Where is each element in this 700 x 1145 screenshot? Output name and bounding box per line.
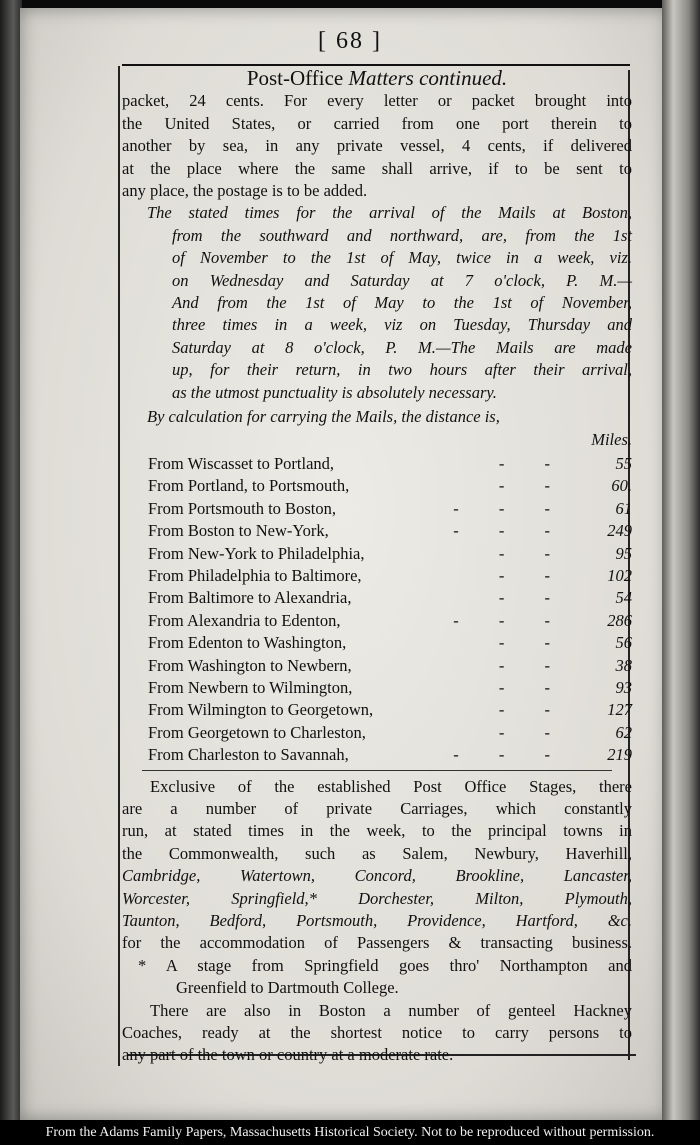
- route-name: From Wiscasset to Portland,: [148, 453, 335, 473]
- text-line: for the accommodation of Passengers & transacting business.: [122, 933, 632, 953]
- text-line: Cambridge, Watertown, Concord, Brookline, Lancaster,: [122, 866, 632, 886]
- leader-dashes: - -: [498, 588, 568, 608]
- footnote: [122, 955, 632, 1000]
- text-line: Coaches, ready at the shortest notice to carry persons to: [122, 1023, 632, 1043]
- route-miles: 38: [615, 655, 632, 675]
- text-line: at the place where the same shall arrive, if to be sent to: [122, 158, 632, 178]
- text-line: packet, 24 cents. For every letter or packet brought into: [122, 91, 632, 111]
- leader-dashes: - - -: [453, 521, 568, 541]
- route-miles: 102: [607, 565, 632, 585]
- text-line: the United States, or carried from one port therein to: [122, 113, 632, 133]
- page-number: [ 68 ]: [318, 28, 382, 54]
- route-miles: 249: [607, 521, 632, 541]
- route-name: From Wilmington to Georgetown,: [148, 700, 374, 720]
- route-miles: 95: [615, 543, 632, 563]
- distance-row: [122, 677, 632, 699]
- text-line: The stated times for the arrival of the Mails at Boston,: [147, 203, 632, 223]
- route-name: From Edenton to Washington,: [148, 633, 347, 653]
- stated-times-paragraph: [122, 202, 632, 404]
- distance-row: [122, 453, 632, 475]
- leader-dashes: - -: [498, 543, 568, 563]
- distance-row: [122, 699, 632, 721]
- route-miles: 56: [615, 633, 632, 653]
- route-miles: 127: [607, 700, 632, 720]
- book-spine-left: [0, 0, 22, 1120]
- distance-row: [122, 520, 632, 542]
- text-line: * A stage from Springfield goes thro' Northampton and: [138, 955, 632, 975]
- distance-intro: By calculation for carrying the Mails, the distance is,: [147, 407, 500, 427]
- route-miles: 60.: [611, 476, 632, 496]
- route-miles: 93: [615, 677, 632, 697]
- miles-header: Miles.: [591, 429, 632, 449]
- distance-table: [122, 453, 632, 767]
- frame-rule-left: [118, 66, 120, 1066]
- book-edge-right: [662, 0, 700, 1120]
- text-line: on Wednesday and Saturday at 7 o'clock, P. M.—: [172, 270, 632, 290]
- route-miles: 54: [615, 588, 632, 608]
- text-line: of November to the 1st of May, twice in a week, viz.: [172, 248, 632, 268]
- copyright-footer: From the Adams Family Papers, Massachusetts Historical Society. Not to be reproduced without permission.: [0, 1120, 700, 1145]
- leader-dashes: - -: [498, 677, 568, 697]
- route-miles: 55: [615, 453, 632, 473]
- text-line: There are also in Boston a number of genteel Hackney: [150, 1000, 632, 1020]
- leader-dashes: - -: [498, 476, 568, 496]
- leader-dashes: - - -: [453, 745, 568, 765]
- route-name: From Alexandria to Edenton,: [148, 610, 341, 630]
- text-line: from the southward and northward, are, from the 1st: [172, 225, 632, 245]
- distance-row: [122, 475, 632, 497]
- leader-dashes: - -: [498, 722, 568, 742]
- text-line: the Commonwealth, such as Salem, Newbury, Haverhill,: [122, 843, 632, 863]
- text-line: are a number of private Carriages, which constantly: [122, 799, 632, 818]
- distance-row: [122, 722, 632, 744]
- route-name: From Georgetown to Charleston,: [148, 722, 366, 742]
- leader-dashes: - - -: [453, 498, 568, 518]
- route-name: From Portland, to Portsmouth,: [148, 476, 350, 496]
- exclusive-paragraph: [122, 776, 632, 955]
- route-name: From Baltimore to Alexandria,: [148, 588, 352, 608]
- leader-dashes: - -: [498, 633, 568, 653]
- route-miles: 62: [615, 722, 632, 742]
- opening-paragraph: [122, 90, 632, 202]
- route-miles: 286: [607, 610, 632, 630]
- section-heading: [122, 67, 632, 89]
- distance-row: [122, 632, 632, 654]
- route-name: From Washington to Newbern,: [148, 655, 352, 675]
- route-name: From Philadelphia to Baltimore,: [148, 565, 362, 585]
- leader-dashes: - -: [498, 700, 568, 720]
- page-content: [122, 64, 632, 1067]
- distance-row: [122, 543, 632, 565]
- text-line: another by sea, in any private vessel, 4 cents, if delivered: [122, 136, 632, 156]
- distance-row: [122, 744, 632, 766]
- text-line: Worcester, Springfield,* Dorchester, Milton, Plymouth,: [122, 888, 632, 908]
- leader-dashes: - -: [498, 453, 568, 473]
- heading-italic: Matters continued.: [348, 66, 508, 90]
- text-line: three times in a week, viz on Tuesday, Thursday and: [172, 315, 632, 335]
- text-line: And from the 1st of May to the 1st of November,: [172, 293, 632, 313]
- text-line: Saturday at 8 o'clock, P. M.—The Mails are made: [172, 337, 632, 357]
- text-line: any place, the postage is to be added.: [122, 181, 368, 201]
- text-line: any part of the town or country at a moderate rate.: [122, 1045, 454, 1065]
- route-name: From Newbern to Wilmington,: [148, 677, 353, 697]
- text-line: Taunton, Bedford, Portsmouth, Providence, Hartford, &c.: [122, 911, 632, 931]
- route-miles: 219: [607, 745, 632, 765]
- route-name: From Charleston to Savannah,: [148, 745, 349, 765]
- leader-dashes: - -: [498, 655, 568, 675]
- route-name: From Portsmouth to Boston,: [148, 498, 336, 518]
- distance-row: [122, 610, 632, 632]
- heading-plain: Post-Office: [246, 66, 349, 90]
- route-miles: 61: [615, 498, 632, 518]
- text-line: run, at stated times in the week, to the principal towns in: [122, 821, 632, 841]
- hackney-paragraph: [122, 1000, 632, 1067]
- distance-row: [122, 587, 632, 609]
- route-name: From New-York to Philadelphia,: [148, 543, 365, 563]
- distance-row: [122, 498, 632, 520]
- leader-dashes: - -: [498, 565, 568, 585]
- leader-dashes: - - -: [453, 610, 568, 630]
- text-line: up, for their return, in two hours after their arrival,: [172, 360, 632, 380]
- text-line: Greenfield to Dartmouth College.: [176, 978, 399, 998]
- text-line: Exclusive of the established Post Office Stages, there: [150, 776, 632, 796]
- section-divider: [142, 770, 612, 771]
- distance-row: [122, 655, 632, 677]
- text-line: as the utmost punctuality is absolutely necessary.: [172, 382, 497, 402]
- route-name: From Boston to New-York,: [148, 521, 329, 541]
- distance-row: [122, 565, 632, 587]
